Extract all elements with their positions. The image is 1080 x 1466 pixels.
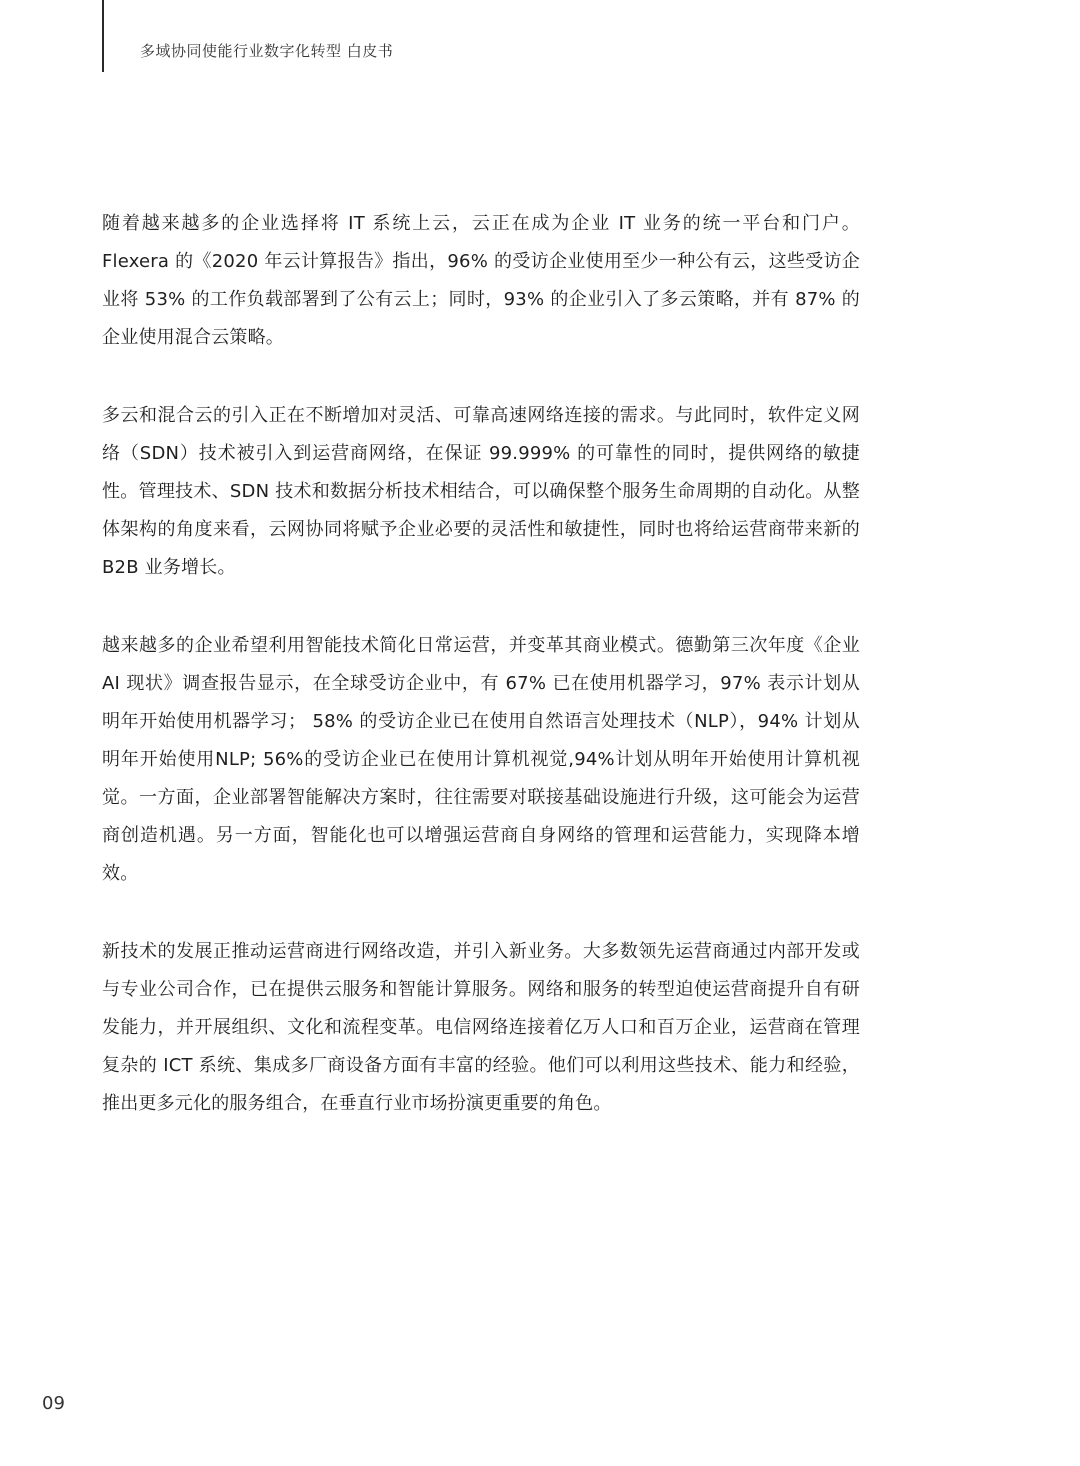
paragraph-ai-adoption: 越来越多的企业希望利用智能技术简化日常运营，并变革其商业模式。德勤第三次年度《企业 AI 现状》调查报告显示，在全球受访企业中，有 67% 已在使用机器学习，97% 表示计划从明年开始使用机器学习； 58% 的受访企业已在使用自然语言处理技术（NLP），94% 计划从明年开始使用NLP; 56%的受访企业已在使用计算机视觉,94%计划从明年开始使用计算机视觉。一方面，企业部署智能解决方案时，往往需要对联接基础设施进行升级，这可能会为运营商创造机遇。另一方面，智能化也可以增强运营商自身网络的管理和运营能力，实现降本增效。 <box>102 635 860 884</box>
paragraph-cloud-adoption: 随着越来越多的企业选择将 IT 系统上云，云正在成为企业 IT 业务的统一平台和门户。Flexera 的《2020 年云计算报告》指出，96% 的受访企业使用至少一种公有云，这些受访企业将 53% 的工作负载部署到了公有云上；同时，93% 的企业引入了多云策略，并有 87% 的企业使用混合云策略。 <box>102 213 860 348</box>
paragraph-operator-transformation: 新技术的发展正推动运营商进行网络改造，并引入新业务。大多数领先运营商通过内部开发或与专业公司合作，已在提供云服务和智能计算服务。网络和服务的转型迫使运营商提升自有研发能力，并开展组织、文化和流程变革。电信网络连接着亿万人口和百万企业，运营商在管理复杂的 ICT 系统、集成多厂商设备方面有丰富的经验。他们可以利用这些技术、能力和经验，推出更多元化的服务组合，在垂直行业市场扮演更重要的角色。 <box>102 941 860 1114</box>
page-number: 09 <box>42 1393 65 1414</box>
header-divider <box>102 0 104 72</box>
body-text <box>102 205 860 1163</box>
paragraph-sdn-network: 多云和混合云的引入正在不断增加对灵活、可靠高速网络连接的需求。与此同时，软件定义网络（SDN）技术被引入到运营商网络，在保证 99.999% 的可靠性的同时，提供网络的敏捷性。管理技术、SDN 技术和数据分析技术相结合，可以确保整个服务生命周期的自动化。从整体架构的角度来看，云网协同将赋予企业必要的灵活性和敏捷性，同时也将给运营商带来新的 B2B 业务增长。 <box>102 405 860 578</box>
running-header-title: 多域协同使能行业数字化转型 白皮书 <box>140 42 394 60</box>
